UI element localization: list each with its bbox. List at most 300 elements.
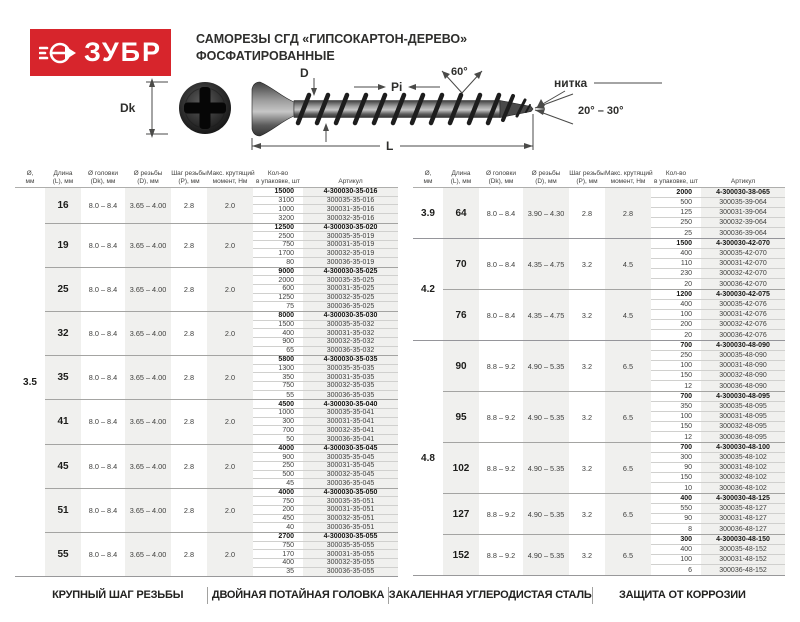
quantity-cell: 2500: [278, 232, 294, 240]
article-row: [253, 489, 398, 498]
head-diameter-cell: 8.0 – 8.4: [88, 505, 118, 515]
head-diameter-cell: 8.8 – 9.2: [486, 412, 516, 422]
brand-arrow-icon: [39, 36, 77, 70]
article-row: [651, 269, 785, 279]
group-row: [45, 311, 398, 355]
quantity-cell: 20: [684, 331, 692, 339]
pitch-cell: 2.8: [183, 505, 195, 515]
article-row: [651, 239, 785, 249]
group-row: [443, 239, 785, 289]
head-diameter-cell: 8.0 – 8.4: [88, 329, 118, 339]
page-title: [196, 31, 467, 65]
quantity-cell: 12: [684, 382, 692, 390]
article-cell: 300031-42-076: [701, 310, 785, 319]
article-row: [651, 300, 785, 310]
column-header: Кол-во в упаковке, шт: [256, 170, 300, 185]
quantity-cell: 35: [286, 568, 294, 576]
torque-cell: 2.0: [207, 268, 253, 311]
quantity-cell: 75: [286, 303, 294, 311]
quantity-cell: 1300: [278, 365, 294, 373]
quantity-cell: 4000: [278, 444, 294, 452]
article-cell: 300035-48-095: [701, 402, 785, 411]
head-diameter-cell: 8.0 – 8.4: [486, 310, 516, 320]
quantity-cell: 6: [688, 566, 692, 574]
article-row: [253, 312, 398, 321]
article-cell: 300035-35-045: [303, 453, 398, 461]
article-cell: 300036-35-025: [303, 302, 398, 311]
column-header: Артикул: [338, 177, 363, 185]
quantity-cell: 500: [282, 470, 294, 478]
article-row: [253, 400, 398, 409]
article-row: [651, 218, 785, 228]
pitch-cell: 2.8: [183, 373, 195, 383]
article-cell: 300032-48-090: [701, 371, 785, 380]
thread-diameter-cell: 3.65 – 4.00: [125, 445, 171, 488]
article-cell: 300031-39-064: [701, 208, 785, 217]
quantity-cell: 150: [680, 474, 692, 481]
torque-cell: 6.5: [605, 341, 651, 391]
group-row: [443, 391, 785, 442]
article-row: [253, 479, 398, 488]
group-row: [45, 399, 398, 443]
article-row: [651, 259, 785, 269]
article-row: [253, 338, 398, 347]
article-row: [651, 371, 785, 381]
quantity-cell: 4500: [278, 400, 294, 408]
article-cell: 300036-42-076: [701, 330, 785, 340]
article-row: [651, 290, 785, 300]
article-cell: 4-300030-38-065: [701, 188, 785, 197]
length-cell: 51: [45, 489, 81, 532]
article-cell: 300035-35-041: [303, 409, 398, 417]
article-row: [651, 555, 785, 565]
article-cell: 300036-35-019: [303, 258, 398, 267]
torque-cell: 4.5: [605, 290, 651, 340]
group-row: [45, 188, 398, 223]
article-row: [651, 422, 785, 432]
head-diameter-cell: 8.8 – 9.2: [486, 550, 516, 560]
diameter-cell: 3.9: [421, 207, 435, 219]
torque-cell: 6.5: [605, 535, 651, 575]
article-cell: 300032-42-076: [701, 320, 785, 329]
column-header: Ø резьбы (D), мм: [133, 170, 163, 185]
group-row: [45, 355, 398, 399]
quantity-cell: 1250: [278, 294, 294, 301]
thread-diameter-cell: 3.65 – 4.00: [125, 533, 171, 576]
article-cell: 4-300030-48-100: [701, 443, 785, 452]
group-row: [443, 188, 785, 238]
article-cell: 300035-39-064: [701, 198, 785, 207]
article-cell: 300036-48-127: [701, 524, 785, 534]
article-row: [651, 432, 785, 442]
pitch-cell: 3.2: [581, 259, 593, 269]
article-cell: 300036-42-070: [701, 279, 785, 289]
group-row: [443, 534, 785, 575]
article-row: [253, 497, 398, 506]
length-cell: 35: [45, 356, 81, 399]
article-cell: 4-300030-48-125: [701, 494, 785, 503]
article-row: [253, 453, 398, 462]
article-row: [651, 473, 785, 483]
article-cell: 300031-35-051: [303, 506, 398, 514]
article-cell: 300031-48-152: [701, 555, 785, 564]
article-cell: 4-300030-35-050: [303, 489, 398, 497]
quantity-cell: 125: [680, 209, 692, 216]
article-cell: 300035-35-016: [303, 197, 398, 205]
length-cell: 16: [45, 188, 81, 223]
article-cell: 300031-35-041: [303, 418, 398, 426]
head-diameter-cell: 8.0 – 8.4: [486, 208, 516, 218]
article-row: [253, 232, 398, 241]
article-row: [651, 198, 785, 208]
article-row: [253, 506, 398, 515]
torque-cell: 2.0: [207, 533, 253, 576]
quantity-cell: 10: [684, 484, 692, 492]
article-cell: 300031-35-032: [303, 329, 398, 337]
quantity-cell: 400: [680, 250, 692, 257]
article-cell: 4-300030-35-025: [303, 268, 398, 276]
column-header: Кол-во в упаковке, шт: [654, 170, 698, 185]
article-row: [651, 402, 785, 412]
article-row: [253, 418, 398, 427]
torque-cell: 2.0: [207, 489, 253, 532]
quantity-cell: 100: [680, 311, 692, 318]
quantity-cell: 550: [680, 505, 692, 512]
article-cell: 300035-42-070: [701, 249, 785, 258]
thread-diameter-cell: 3.65 – 4.00: [125, 188, 171, 223]
group-row: [443, 289, 785, 340]
quantity-cell: 250: [282, 462, 294, 470]
article-row: [651, 535, 785, 545]
head-diameter-cell: 8.0 – 8.4: [88, 550, 118, 560]
quantity-cell: 350: [282, 373, 294, 381]
quantity-cell: 900: [282, 453, 294, 461]
article-cell: 4-300030-48-095: [701, 392, 785, 401]
quantity-cell: 100: [680, 362, 692, 369]
article-cell: 4-300030-35-030: [303, 312, 398, 320]
column-header: Длина (L), мм: [450, 170, 472, 185]
pitch-cell: 2.8: [183, 329, 195, 339]
thread-diameter-cell: 4.35 – 4.75: [523, 239, 569, 289]
column-header: Шаг резьбы (P), мм: [569, 170, 605, 185]
article-cell: 300035-48-102: [701, 453, 785, 462]
article-row: [253, 294, 398, 303]
article-cell: 4-300030-42-070: [701, 239, 785, 248]
article-cell: 300032-35-019: [303, 249, 398, 257]
length-cell: 19: [45, 224, 81, 267]
thread-diameter-cell: 4.90 – 5.35: [523, 494, 569, 534]
article-cell: 300032-35-055: [303, 559, 398, 567]
quantity-cell: 250: [680, 219, 692, 226]
quantity-cell: 200: [282, 506, 294, 514]
head-diameter-cell: 8.0 – 8.4: [88, 417, 118, 427]
article-row: [651, 320, 785, 330]
torque-cell: 2.0: [207, 356, 253, 399]
article-row: [253, 382, 398, 391]
torque-cell: 6.5: [605, 392, 651, 442]
head-diameter-cell: 8.8 – 9.2: [486, 463, 516, 473]
quantity-cell: 750: [282, 497, 294, 505]
quantity-cell: 100: [680, 556, 692, 563]
article-row: [253, 258, 398, 267]
length-cell: 90: [443, 341, 479, 391]
footer-feature: ЗАКАЛЕННАЯ УГЛЕРОДИСТАЯ СТАЛЬ: [388, 589, 592, 601]
length-cell: 32: [45, 312, 81, 355]
quantity-cell: 350: [680, 403, 692, 410]
quantity-cell: 750: [282, 541, 294, 549]
column-header: Ø резьбы (D), мм: [531, 170, 561, 185]
length-cell: 64: [443, 188, 479, 238]
article-cell: 300036-48-152: [701, 565, 785, 575]
article-row: [253, 515, 398, 524]
title-line2: ФОСФАТИРОВАННЫЕ: [196, 49, 335, 63]
dimension-label-dk: Dk: [120, 101, 136, 115]
quantity-cell: 250: [680, 352, 692, 359]
quantity-cell: 40: [286, 524, 294, 532]
dimension-label-d: D: [300, 66, 309, 80]
quantity-cell: 300: [680, 536, 692, 543]
pitch-cell: 3.2: [581, 412, 593, 422]
torque-cell: 2.8: [605, 188, 651, 238]
quantity-cell: 400: [282, 559, 294, 567]
column-header: Ø головки (Dk), мм: [486, 170, 516, 185]
article-cell: 300032-35-045: [303, 471, 398, 479]
article-row: [651, 381, 785, 391]
column-header: Ø головки (Dk), мм: [88, 170, 118, 185]
thread-diameter-cell: 4.90 – 5.35: [523, 535, 569, 575]
quantity-cell: 110: [680, 260, 692, 267]
quantity-cell: 400: [680, 546, 692, 553]
torque-cell: 2.0: [207, 445, 253, 488]
torque-cell: 4.5: [605, 239, 651, 289]
quantity-cell: 8: [688, 525, 692, 533]
quantity-cell: 1500: [278, 320, 294, 328]
article-row: [651, 412, 785, 422]
torque-cell: 2.0: [207, 188, 253, 223]
pitch-cell: 2.8: [183, 200, 195, 210]
length-cell: 95: [443, 392, 479, 442]
article-row: [651, 514, 785, 524]
feature-strip: [28, 583, 772, 607]
quantity-cell: 90: [684, 464, 692, 471]
article-row: [253, 373, 398, 382]
article-cell: 300035-35-019: [303, 232, 398, 240]
article-row: [253, 533, 398, 542]
pitch-cell: 3.2: [581, 463, 593, 473]
article-cell: 300031-42-070: [701, 259, 785, 268]
torque-cell: 6.5: [605, 494, 651, 534]
article-cell: 4-300030-35-035: [303, 356, 398, 364]
article-cell: 300032-35-025: [303, 294, 398, 302]
article-cell: 300035-42-076: [701, 300, 785, 309]
article-row: [253, 347, 398, 356]
quantity-cell: 700: [680, 342, 692, 349]
quantity-cell: 230: [680, 270, 692, 277]
diameter-cell: 4.2: [421, 284, 435, 295]
quantity-cell: 750: [282, 241, 294, 249]
article-cell: 300035-35-051: [303, 497, 398, 505]
column-header: Ø, мм: [423, 170, 433, 185]
article-cell: 300032-35-032: [303, 338, 398, 346]
length-cell: 127: [443, 494, 479, 534]
article-row: [253, 409, 398, 418]
article-row: [651, 483, 785, 493]
dimension-label-tip-angle: 20° – 30°: [578, 105, 624, 117]
article-row: [651, 494, 785, 504]
article-row: [651, 228, 785, 238]
thread-diameter-cell: 4.90 – 5.35: [523, 443, 569, 493]
diameter-cell: 4.8: [421, 452, 435, 464]
column-header: Шаг резьбы (P), мм: [171, 170, 207, 185]
thread-diameter-cell: 3.90 – 4.30: [523, 188, 569, 238]
table-section: [413, 188, 785, 238]
quantity-cell: 500: [680, 199, 692, 206]
article-cell: 300036-48-102: [701, 483, 785, 493]
article-cell: 300031-35-025: [303, 285, 398, 293]
article-cell: 300031-35-016: [303, 205, 398, 213]
torque-cell: 2.0: [207, 400, 253, 443]
thread-diameter-cell: 3.65 – 4.00: [125, 489, 171, 532]
article-cell: 300032-48-102: [701, 473, 785, 482]
article-cell: 300035-48-090: [701, 351, 785, 360]
table-section: [15, 188, 398, 576]
column-header: Длина (L), мм: [52, 170, 74, 185]
quantity-cell: 2000: [278, 276, 294, 284]
quantity-cell: 1200: [676, 291, 692, 298]
article-row: [253, 471, 398, 480]
article-cell: 300035-48-152: [701, 545, 785, 554]
article-cell: 300032-35-041: [303, 426, 398, 434]
quantity-cell: 4000: [278, 489, 294, 497]
length-cell: 25: [45, 268, 81, 311]
article-row: [651, 249, 785, 259]
screw-diagram: [110, 62, 680, 162]
length-cell: 102: [443, 443, 479, 493]
table-section: [413, 340, 785, 575]
article-cell: 300031-35-019: [303, 241, 398, 249]
article-row: [253, 285, 398, 294]
article-cell: 300036-35-055: [303, 568, 398, 577]
article-cell: 4-300030-35-040: [303, 400, 398, 408]
head-diameter-cell: 8.0 – 8.4: [88, 373, 118, 383]
head-diameter-cell: 8.8 – 9.2: [486, 361, 516, 371]
quantity-cell: 12: [684, 433, 692, 441]
quantity-cell: 3200: [278, 214, 294, 222]
brand-name: ЗУБР: [83, 37, 163, 67]
quantity-cell: 700: [680, 444, 692, 451]
quantity-cell: 2000: [676, 189, 692, 196]
pitch-cell: 2.8: [183, 550, 195, 560]
group-row: [443, 493, 785, 534]
quantity-cell: 2700: [278, 533, 294, 541]
pitch-cell: 2.8: [183, 284, 195, 294]
article-cell: 300032-42-070: [701, 269, 785, 278]
article-cell: 300031-35-035: [303, 373, 398, 381]
quantity-cell: 450: [282, 515, 294, 523]
article-cell: 300036-35-041: [303, 435, 398, 444]
article-cell: 300031-48-102: [701, 463, 785, 472]
article-row: [253, 249, 398, 258]
quantity-cell: 700: [282, 426, 294, 434]
article-row: [651, 565, 785, 575]
column-header: Артикул: [730, 177, 756, 185]
pitch-cell: 2.8: [183, 461, 195, 471]
quantity-cell: 12500: [274, 223, 294, 231]
dimension-label-thread: нитка: [554, 76, 588, 90]
article-cell: 4-300030-48-090: [701, 341, 785, 350]
article-cell: 300031-48-090: [701, 361, 785, 370]
article-cell: 300031-48-127: [701, 514, 785, 523]
head-diameter-cell: 8.0 – 8.4: [88, 240, 118, 250]
footer-feature: КРУПНЫЙ ШАГ РЕЗЬБЫ: [52, 589, 184, 601]
length-cell: 70: [443, 239, 479, 289]
quantity-cell: 80: [286, 258, 294, 266]
article-row: [253, 445, 398, 454]
pitch-cell: 3.2: [581, 550, 593, 560]
table-header-row: [15, 165, 398, 188]
article-cell: 300036-35-032: [303, 347, 398, 356]
footer-feature: ЗАЩИТА ОТ КОРРОЗИИ: [618, 589, 746, 601]
thread-diameter-cell: 4.35 – 4.75: [523, 290, 569, 340]
quantity-cell: 750: [282, 382, 294, 390]
torque-cell: 2.0: [207, 312, 253, 355]
quantity-cell: 900: [282, 338, 294, 346]
article-row: [651, 545, 785, 555]
spec-table-right: [413, 165, 785, 576]
pitch-cell: 2.8: [183, 417, 195, 427]
article-row: [651, 463, 785, 473]
pitch-cell: 2.8: [581, 208, 593, 218]
article-cell: 300036-48-095: [701, 432, 785, 442]
article-row: [651, 453, 785, 463]
article-row: [651, 279, 785, 289]
length-cell: 55: [45, 533, 81, 576]
thread-diameter-cell: 4.90 – 5.35: [523, 392, 569, 442]
quantity-cell: 55: [286, 391, 294, 399]
pitch-cell: 3.2: [581, 310, 593, 320]
article-row: [651, 392, 785, 402]
head-diameter-cell: 8.0 – 8.4: [88, 200, 118, 210]
article-row: [253, 568, 398, 577]
quantity-cell: 50: [286, 435, 294, 443]
thread-diameter-cell: 4.90 – 5.35: [523, 341, 569, 391]
quantity-cell: 1000: [278, 409, 294, 417]
title-line1: САМОРЕЗЫ СГД «ГИПСОКАРТОН-ДЕРЕВО»: [196, 32, 468, 46]
dimension-label-pi: Pi: [391, 80, 403, 94]
spec-table-left: [15, 165, 398, 577]
length-cell: 76: [443, 290, 479, 340]
group-row: [45, 444, 398, 488]
article-cell: 300032-48-095: [701, 422, 785, 431]
article-row: [253, 426, 398, 435]
quantity-cell: 65: [286, 347, 294, 355]
quantity-cell: 700: [680, 393, 692, 400]
article-cell: 4-300030-35-045: [303, 445, 398, 453]
article-row: [253, 197, 398, 206]
quantity-cell: 3100: [278, 196, 294, 204]
article-cell: 300031-35-055: [303, 550, 398, 558]
group-row: [45, 223, 398, 267]
article-row: [651, 504, 785, 514]
quantity-cell: 20: [684, 280, 692, 288]
article-cell: 300036-35-035: [303, 391, 398, 400]
article-row: [253, 205, 398, 214]
head-diameter-cell: 8.0 – 8.4: [88, 284, 118, 294]
group-row: [45, 532, 398, 576]
article-row: [651, 188, 785, 198]
thread-diameter-cell: 3.65 – 4.00: [125, 400, 171, 443]
article-row: [651, 330, 785, 340]
